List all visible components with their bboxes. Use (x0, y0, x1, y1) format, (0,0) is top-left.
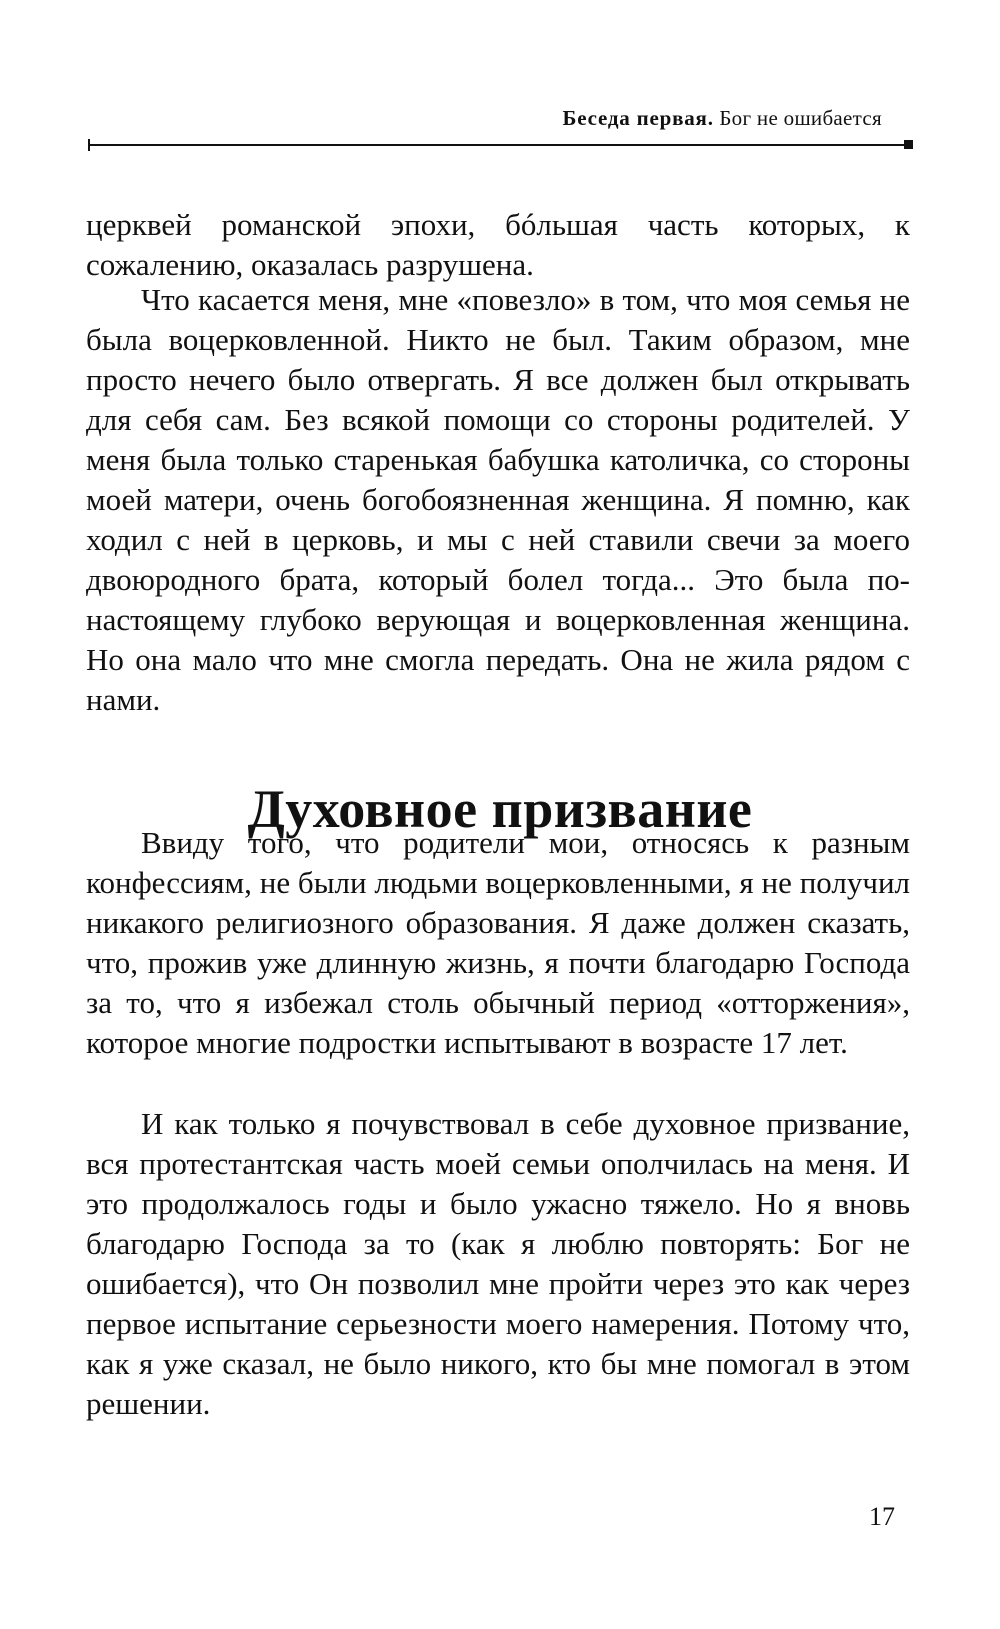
running-head-part: Беседа первая. (562, 106, 714, 130)
header-rule-left-tick (88, 139, 90, 151)
paragraph-education: Ввиду того, что родители мои, относясь к разным конфессиям, не были людьми воцерковленными, я не получил никакого религиозного образования. Я даже должен сказать, что, прожив уже длинную жизнь, я почти благодарю Господа за то, что я избежал столь обычный период «отторжения», которое многие подростки испытывают в возрасте 17 лет. (86, 825, 910, 1060)
running-head-title: Бог не ошибается (719, 106, 882, 130)
section-title: Духовное призвание (247, 779, 753, 839)
paragraph-continuation: церквей романской эпохи, бóльшая часть которых, к сожалению, оказалась разрушена. (86, 207, 910, 282)
running-head (563, 106, 882, 131)
paragraph-family: Что касается меня, мне «повезло» в том, что моя семья не была воцерковленной. Никто не был. Таким образом, мне просто нечего было отвергать. Я все должен был открывать для себя сам. Без всякой помощи со стороны родителей. У меня была только старенькая бабушка католичка, со стороны моей матери, очень богобоязненная женщина. Я помню, как ходил с ней в церковь, и мы с ней ставили свечи за моего двоюродного брата, который болел тогда... Это была по-настоящему глубоко верующая и воцерковленная женщина. Но она мало что мне смогла передать. Она не жила рядом с нами. (86, 282, 910, 717)
page-number: 17 (869, 1502, 895, 1531)
header-rule-end-square (904, 140, 913, 149)
paragraph-vocation: И как только я почувствовал в себе духовное призвание, вся протестантская часть моей семьи ополчилась на меня. И это продолжалось годы и было ужасно тяжело. Но я вновь благодарю Господа за то (как я люблю повторять: Бог не ошибается), что Он позволил мне пройти через это как через первое испытание серьезности моего намерения. Потому что, как я уже сказал, не было никого, кто бы мне помогал в этом решении. (86, 1106, 910, 1421)
header-rule (89, 144, 911, 146)
